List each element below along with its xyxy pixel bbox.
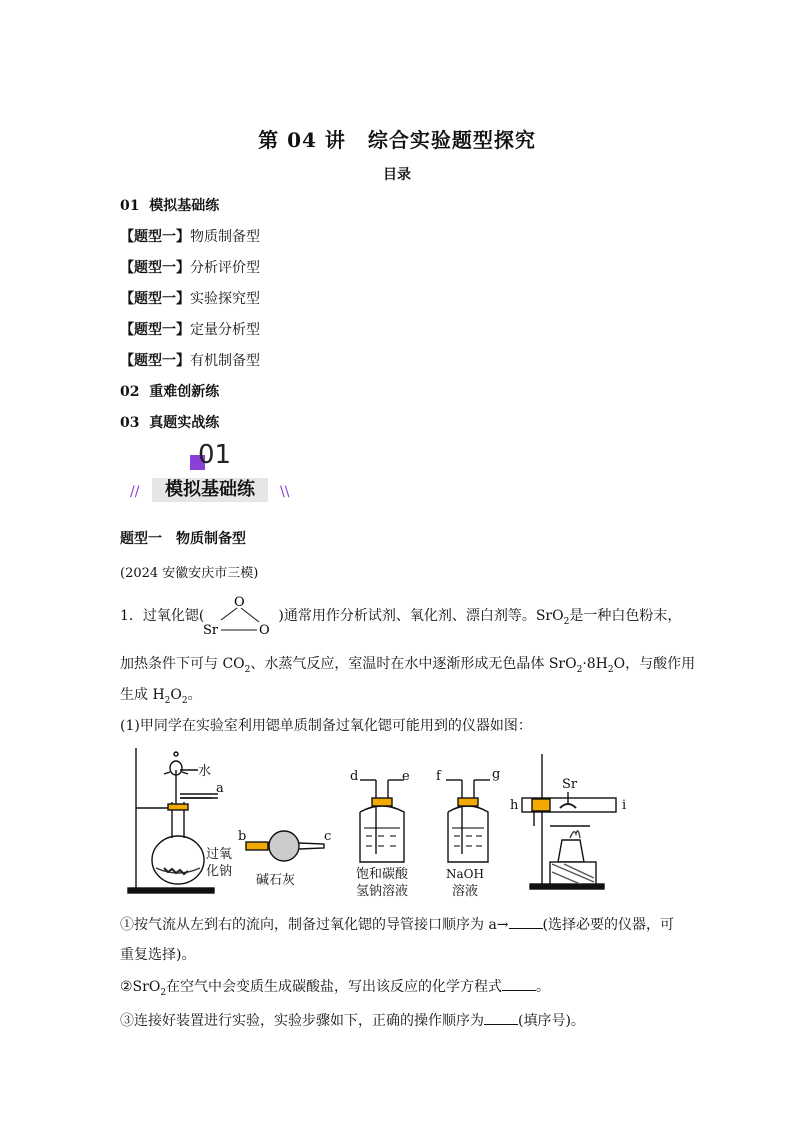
toc-number: 01 [120,198,140,214]
question-source: (2024 安徽安庆市三模) [120,566,259,581]
port-b-label: b [238,829,247,844]
toc-label: 真题实战练 [149,415,220,431]
sodium-peroxide-label-1: 过氧 [206,847,233,862]
drying-tube [246,831,324,861]
banner-number: 01 [198,440,232,470]
banner-label: 模拟基础练 [152,478,268,502]
toc-bracket: 【题型一】 [120,322,190,338]
title-lecture-number: 第 04 讲 [258,128,346,152]
answer-blank-2[interactable] [502,976,536,991]
page-title [0,124,794,153]
toc-item-basic-practice[interactable] [120,196,260,227]
toc-item-analysis[interactable] [120,258,260,289]
port-c-label: c [324,829,332,844]
peroxide-ring-structure [199,594,273,636]
port-e-label: e [402,769,410,784]
subquestion-1-line-1: ①按气流从左到右的流向，制备过氧化锶的导管接口顺序为 a→ (选择必要的仪器，可 [120,914,674,935]
toc-label: 有机制备型 [190,353,260,369]
toc-number: 03 [120,415,140,431]
toc-bracket: 【题型一】 [120,291,190,307]
reaction-tube-apparatus [522,754,616,889]
nahco3-wash-bottle [360,780,404,862]
ring-oxygen-right: O [259,623,270,636]
answer-blank-3[interactable] [484,1010,518,1025]
port-d-label: d [350,769,359,784]
subquestion-3: ③连接好装置进行实验，实验步骤如下，正确的操作顺序为 (填序号)。 [120,1010,585,1031]
apparatus-figure [120,742,650,902]
naoh-label-2: 溶液 [452,884,479,899]
toc-bracket: 【题型一】 [120,229,190,245]
strontium-label: Sr [562,777,578,792]
ring-strontium: Sr [203,623,219,636]
toc-bracket: 【题型一】 [120,353,190,369]
subquestion-2: ②SrO$_2$在空气中会变质生成碳酸盐，写出该反应的化学方程式 。 [120,976,550,1003]
sodium-peroxide-label-2: 化钠 [206,864,233,879]
toc-label: 重难创新练 [149,384,220,400]
subquestion-1-line-2: 重复选择)。 [120,947,196,963]
toc-number: 02 [120,384,140,400]
toc-item-inquiry[interactable] [120,289,260,320]
title-topic: 综合实验题型探究 [367,128,536,152]
banner-slashes-right: \\ [280,484,290,500]
toc-item-quantitative[interactable] [120,320,260,351]
nahco3-label-1: 饱和碳酸 [356,867,409,882]
naoh-wash-bottle [446,780,490,862]
water-label: 水 [198,764,212,779]
toc-heading: 目录 [383,167,411,183]
toc-label: 定量分析型 [190,322,260,338]
port-a-label: a [216,781,224,796]
naoh-label-1: NaOH [446,867,484,881]
question-type-heading: 题型一 物质制备型 [120,531,246,547]
toc-label: 模拟基础练 [149,198,220,214]
toc-label: 实验探究型 [190,291,260,307]
nahco3-label-2: 氢钠溶液 [356,884,409,899]
question-line-2: 加热条件下可与 $CO_2$、水蒸气反应，室温时在水中逐渐形成无色晶体 $SrO_2\cdot 8H_2O$，与酸作用 [120,656,696,675]
toc-label: 物质制备型 [190,229,260,245]
port-i-label: i [622,798,627,813]
toc-item-innovation[interactable] [120,382,260,413]
table-of-contents [120,196,260,444]
toc-item-preparation[interactable] [120,227,260,258]
question-line-1: 1．过氧化锶( )通常用作分析试剂、氧化剂、漂白剂等。SrO$_2$是一种白色粉末， [120,608,682,627]
port-h-label: h [510,798,519,813]
soda-lime-label: 碱石灰 [256,873,296,888]
question-part-1: (1)甲同学在实验室利用锶单质制备过氧化锶可能用到的仪器如图： [120,718,532,734]
section-banner [128,440,298,506]
port-g-label: g [492,767,501,782]
toc-bracket: 【题型一】 [120,260,190,276]
toc-label: 分析评价型 [190,260,260,276]
toc-item-organic[interactable] [120,351,260,382]
ring-oxygen-top: O [234,595,245,610]
question-line-3: 生成 $H_2O_2$。 [120,687,202,706]
answer-blank-1[interactable] [509,914,543,929]
port-f-label: f [436,769,441,784]
banner-slashes-left: // [130,484,140,500]
